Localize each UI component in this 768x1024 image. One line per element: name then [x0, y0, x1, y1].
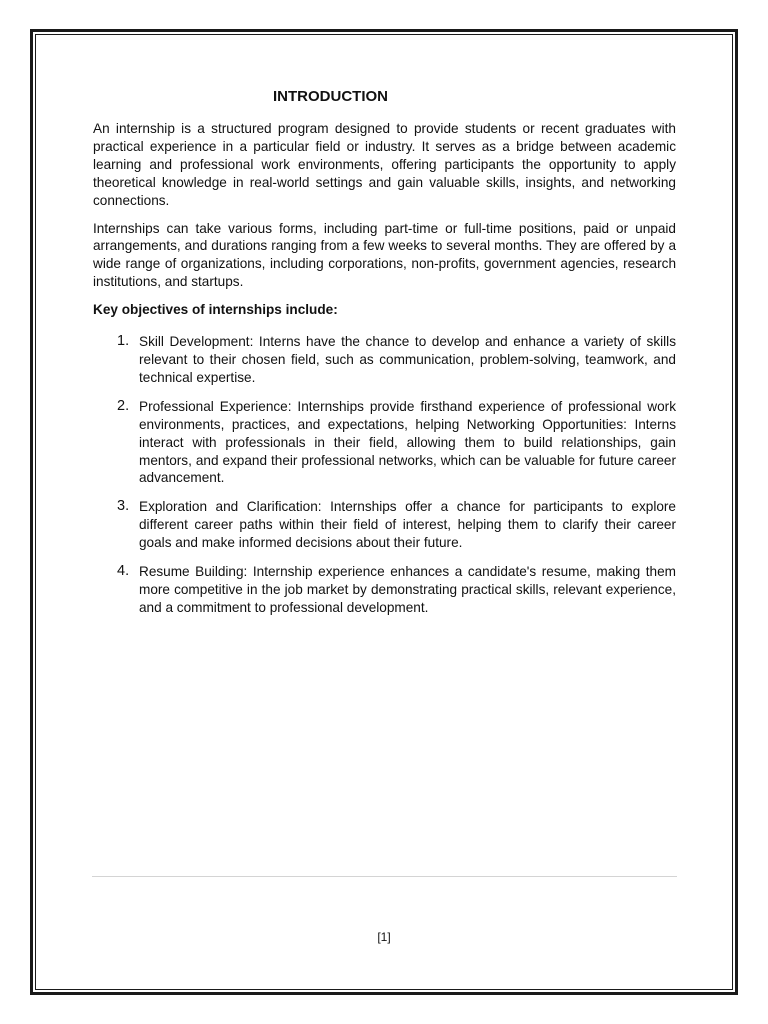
list-item-text: Professional Experience: Internships provide firsthand experience of professional work environments, practices, and expectations, helping Networking Opportunities: Interns interact with professionals in their field, allowing them to build relationships, gain mentors, and expand their professional networks, which can be valuable for future career advancement.: [139, 398, 676, 486]
document-title: INTRODUCTION: [273, 88, 388, 105]
list-item: [93, 398, 676, 488]
list-item-text: Exploration and Clarification: Internships offer a chance for participants to explore different career paths within their field of interest, helping them to clarify their career goals and make informed decisions about their future.: [139, 499, 676, 551]
list-item-number: 1.: [117, 333, 130, 350]
objectives-list: [93, 333, 676, 617]
list-item-number: 2.: [117, 397, 130, 414]
list-item: [93, 333, 676, 387]
list-item: [93, 498, 676, 552]
page-number: [1]: [377, 930, 391, 944]
list-item-number: 4.: [117, 563, 130, 580]
footer-divider: [92, 876, 677, 877]
forms-paragraph: Internships can take various forms, including part-time or full-time positions, paid or unpaid arrangements, and durations ranging from a few weeks to several months. They are offered by a wide range of organizations, including corporations, non-profits, government agencies, research institutions, and startups.: [93, 220, 676, 290]
list-item-number: 3.: [117, 498, 130, 515]
document-body: [93, 88, 676, 628]
list-item: [93, 563, 676, 617]
list-item-text: Skill Development: Interns have the chance to develop and enhance a variety of skills relevant to their chosen field, such as communication, problem-solving, teamwork, and technical expertise.: [139, 334, 676, 385]
list-item-text: Resume Building: Internship experience enhances a candidate's resume, making them more competitive in the job market by demonstrating practical skills, relevant experience, and a commitment to professional development.: [139, 564, 676, 615]
objectives-heading: Key objectives of internships include:: [93, 302, 338, 318]
intro-paragraph: An internship is a structured program designed to provide students or recent graduates with practical experience in a particular field or industry. It serves as a bridge between academic learning and professional work environments, offering participants the opportunity to apply theoretical knowledge in real-world settings and gain valuable skills, insights, and networking connections.: [93, 121, 676, 208]
